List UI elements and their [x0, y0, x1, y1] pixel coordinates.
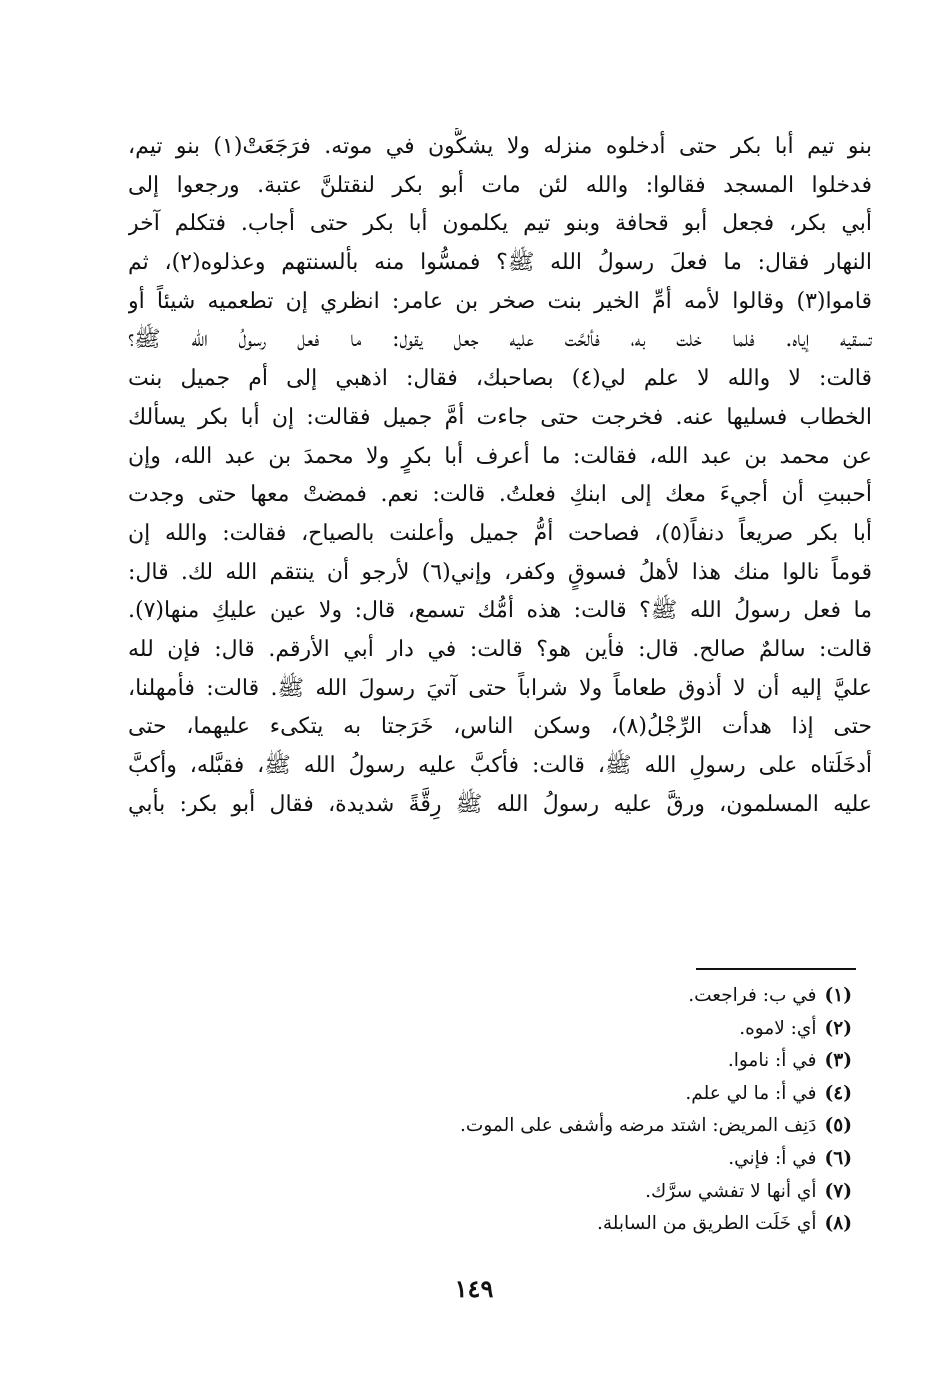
footnote-number: (٦): [824, 1147, 852, 1169]
text-line: تسقيه إياه. فلما خلت به، فألحَّت عليه جعل يقول: ما فعل رسولُ الله ﷺ؟: [128, 327, 872, 353]
footnote-separator: [696, 968, 856, 970]
footnote-number: (٨): [824, 1213, 852, 1235]
footnote-text: في ب: فراجعت.: [688, 985, 817, 1006]
footnote-text: دَنِف المريض: اشتد مرضه وأشفى على الموت.: [460, 1115, 817, 1137]
footnote-text: في أ: فإني.: [728, 1147, 817, 1169]
text-line: الخطاب فسليها عنه. فخرجت حتى جاءت أمَّ جميل فقالت: إن أبا بكر يسألك: [128, 404, 872, 430]
text-line: قالت: سالمٌ صالح. قال: فأين هو؟ قالت: في دار أبي الأرقم. قال: فإن لله: [128, 636, 872, 662]
text-line: أحببتِ أن أجيءَ معك إلى ابنكِ فعلتُ. قالت: نعم. فمضتْ معها حتى وجدت: [128, 482, 872, 508]
footnote: [300, 1013, 852, 1046]
footnote: [300, 1176, 852, 1209]
footnote: [300, 1208, 852, 1241]
text-line: قاموا(٣) وقالوا لأمه أمِّ الخير بنت صخر بن عامر: انظري إن تطعميه شيئاً أو: [128, 288, 872, 314]
footnote-number: (٧): [824, 1180, 852, 1202]
text-line: عن محمد بن عبد الله، فقالت: ما أعرف أبا بكرٍ ولا محمدَ بن عبد الله، وإن: [128, 443, 872, 469]
footnote-text: أي: لاموه.: [739, 1017, 817, 1039]
footnote-text: أي أنها لا تفشي سرَّك.: [645, 1180, 817, 1202]
footnote-number: (٤): [824, 1082, 852, 1104]
footnote-number: (٣): [824, 1050, 852, 1072]
main-text-block: [128, 128, 872, 824]
text-line: حتى إذا هدأت الرِّجْلُ(٨)، وسكن الناس، خَرَجتا به يتكىء عليهما، حتى: [128, 714, 872, 740]
footnote-number: (٥): [824, 1115, 852, 1137]
text-line: فدخلوا المسجد فقالوا: والله لئن مات أبو بكر لنقتلنَّ عتبة. ورجعوا إلى: [128, 172, 872, 198]
text-line: بنو تيم أبا بكر حتى أدخلوه منزله ولا يشكُّون في موته. فرَجَعَتْ(١) بنو تيم،: [128, 134, 872, 159]
footnote: [300, 1078, 852, 1111]
text-line: عليَّ إليه أن لا أذوق طعاماً ولا شراباً حتى آتيَ رسولَ الله ﷺ. قالت: فأمهلنا،: [128, 675, 872, 701]
footnote-text: أي خَلَت الطريق من السابلة.: [596, 1213, 817, 1235]
page-number: ١٤٩: [454, 1274, 494, 1303]
text-line: عليه المسلمون، ورقَّ عليه رسولُ الله ﷺ رِقَّةً شديدة، فقال أبو بكر: بأبي: [128, 791, 872, 817]
text-line: النهار فقال: ما فعلَ رسولُ الله ﷺ؟ فمسُّوا منه بألسنتهم وعذلوه(٢)، ثم: [128, 250, 872, 276]
text-line: قوماً نالوا منك هذا لأهلُ فسوقٍ وكفر، وإني(٦) لأرجو أن ينتقم الله لك. قال:: [128, 559, 872, 585]
footnote: [300, 1143, 852, 1176]
footnote-number: (٢): [824, 1017, 852, 1039]
footnote-text: في أ: ناموا.: [727, 1050, 817, 1072]
text-line: أدخَلَتاه على رسولِ الله ﷺ، قالت: فأكبَّ عليه رسولُ الله ﷺ، فقبَّله، وأكبَّ: [128, 753, 872, 778]
text-line: قالت: لا والله لا علم لي(٤) بصاحبك، فقال: اذهبي إلى أم جميل بنت: [128, 366, 872, 392]
footnote: [300, 980, 852, 1013]
text-line: ما فعل رسولُ الله ﷺ؟ قالت: هذه أمُّك تسمع، قال: ولا عين عليكِ منها(٧).: [128, 598, 872, 624]
footnote: [300, 1110, 852, 1143]
footnote-number: (١): [824, 985, 852, 1006]
footnotes: [300, 980, 852, 1241]
text-line: أبا بكر صريعاً دنفاً(٥)، فصاحت أمُّ جميل وأعلنت بالصياح، فقالت: والله إن: [128, 520, 872, 546]
footnote-text: في أ: ما لي علم.: [685, 1082, 817, 1104]
text-line: أبي بكر، فجعل أبو قحافة وبنو تيم يكلمون أبا بكر حتى أجاب. فتكلم آخر: [128, 211, 872, 237]
footnote: [300, 1045, 852, 1078]
